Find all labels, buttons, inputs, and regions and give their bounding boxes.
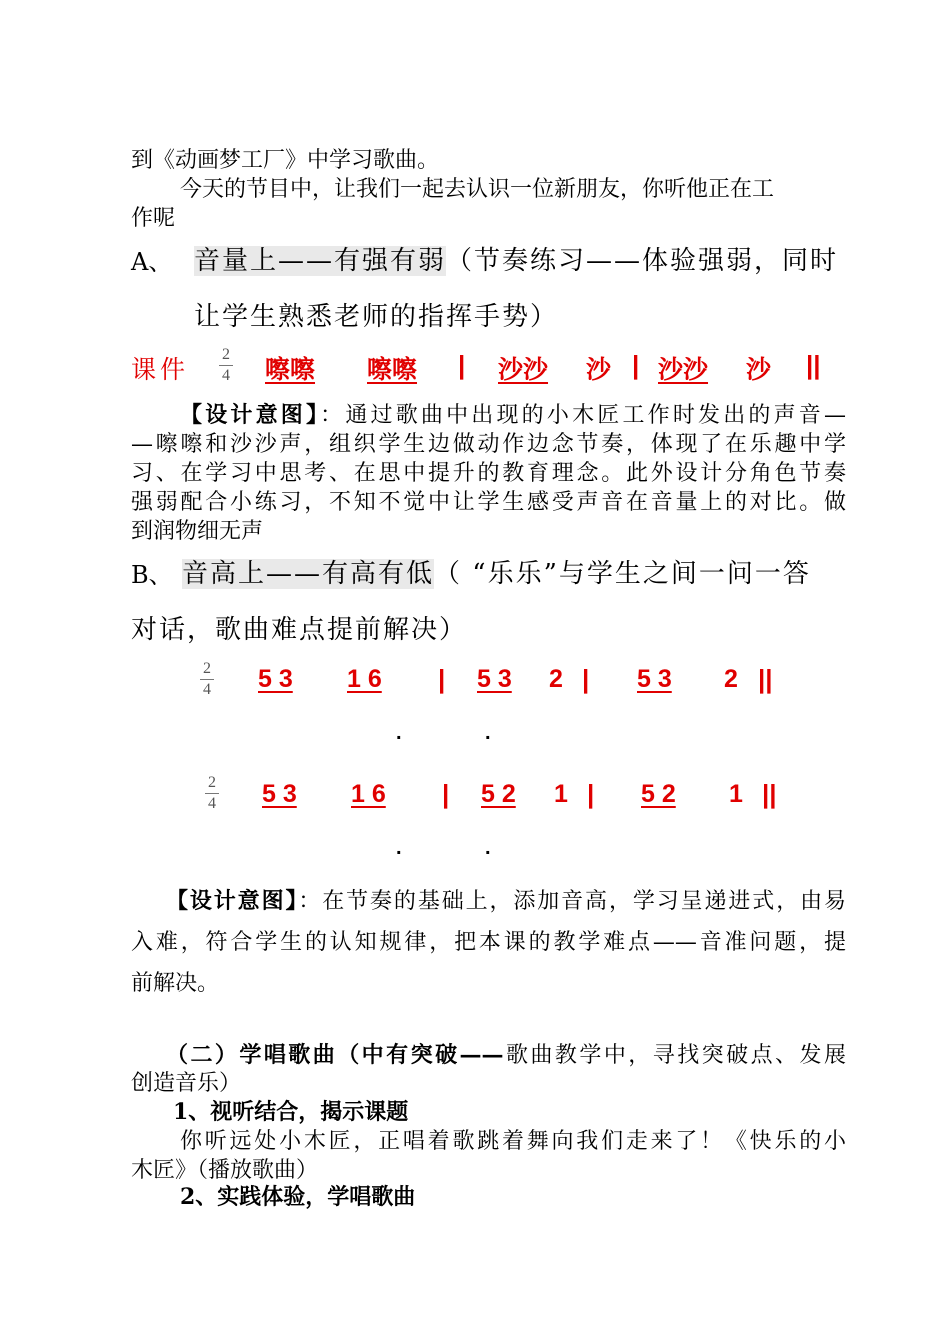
design-intent-line: 入难，符合学生的认知规律，把本课的教学难点——音准问题，提 [131, 930, 846, 955]
rhythm-note: 嚓嚓 [367, 355, 418, 384]
text-line: 到《动画梦工厂》中学习歌曲。 [131, 148, 440, 173]
section-b-desc: （ “乐乐”与学生之间一问一答 [434, 559, 811, 589]
rhythm-note: 嚓嚓 [265, 355, 316, 384]
design-intent-label: 【设计意图】 [166, 888, 299, 914]
end-bar-line: || [806, 350, 821, 380]
part2-heading: （二）学唱歌曲（中有突破——歌曲教学中，寻找突破点、发展 [166, 1042, 846, 1068]
step-heading: 2、实践体验，学唱歌曲 [180, 1184, 416, 1210]
low-octave-dot: . [396, 837, 402, 859]
note: 2 [549, 665, 563, 693]
note: 2 [724, 665, 738, 693]
note-group: 5 3 [477, 665, 512, 693]
note-group: 5 3 [637, 665, 672, 693]
design-intent-line: 习、在学习中思考、在思中提升的教育理念。此外设计分角色节奏 [131, 461, 846, 486]
section-a-line [194, 240, 838, 277]
end-bar-line: || [758, 664, 773, 694]
section-a-label: A、 [131, 248, 173, 276]
bar-line: | [582, 664, 590, 694]
bar-line: | [442, 779, 450, 809]
bar-line: | [587, 779, 595, 809]
design-intent-label: 【设计意图】 [180, 402, 321, 428]
step-heading: 1、视听结合，揭示课题 [173, 1099, 409, 1125]
section-b-line [182, 553, 811, 590]
text-line: 木匠》（播放歌曲） [131, 1158, 319, 1183]
section-a-title: 音量上——有强有弱 [194, 246, 447, 276]
end-bar-line: || [762, 779, 777, 809]
design-intent-line: 到润物细无声 [131, 519, 264, 544]
note: 1 [554, 780, 568, 808]
design-intent-line: 前解决。 [131, 971, 220, 996]
note-group: 1 6 [347, 665, 382, 693]
note-group: 5 2 [641, 780, 676, 808]
low-octave-dot: . [485, 837, 491, 859]
note-group: 1 6 [351, 780, 386, 808]
note: 1 [729, 780, 743, 808]
rhythm-note: 沙 [586, 355, 612, 384]
design-intent-line: —嚓嚓和沙沙声，组织学生边做动作边念节奏，体现了在乐趣中学 [131, 432, 846, 457]
bar-line: | [458, 350, 466, 380]
rhythm-note: 沙沙 [658, 355, 709, 384]
section-a-desc: （节奏练习——体验强弱，同时 [446, 246, 839, 276]
low-octave-dot: . [396, 722, 402, 744]
bar-line: | [632, 350, 640, 380]
note-group: 5 2 [481, 780, 516, 808]
design-intent-line: 强弱配合小练习，不知不觉中让学生感受声音在音量上的对比。做 [131, 490, 846, 515]
time-signature: 2 4 [200, 660, 214, 699]
section-b-label: B、 [131, 561, 173, 589]
design-intent-line: 【设计意图】：通过歌曲中出现的小木匠工作时发出的声音— [180, 402, 846, 428]
note-group: 5 3 [258, 665, 293, 693]
time-signature: 2 4 [205, 774, 219, 813]
courseware-label: 课件 [131, 355, 190, 384]
bar-line: | [438, 664, 446, 694]
text-line: 你听远处小木匠，正唱着歌跳着舞向我们走来了！《快乐的小 [180, 1129, 846, 1154]
section-a-desc-cont: 让学生熟悉老师的指挥手势） [194, 302, 559, 332]
design-intent-line: 【设计意图】：在节奏的基础上，添加音高，学习呈递进式，由易 [166, 888, 846, 914]
rhythm-note: 沙 [746, 355, 772, 384]
rhythm-note: 沙沙 [498, 355, 549, 384]
text-line: 今天的节目中，让我们一起去认识一位新朋友，你听他正在工 [180, 177, 775, 202]
text-line: 创造音乐） [131, 1071, 242, 1096]
low-octave-dot: . [485, 722, 491, 744]
text-line: 作呢 [131, 206, 176, 231]
part2-heading-bold: （二）学唱歌曲（中有突破—— [166, 1042, 504, 1068]
time-signature: 2 4 [219, 346, 233, 385]
section-b-title: 音高上——有高有低 [182, 559, 435, 589]
section-b-desc-cont: 对话，歌曲难点提前解决） [131, 615, 468, 645]
note-group: 5 3 [262, 780, 297, 808]
